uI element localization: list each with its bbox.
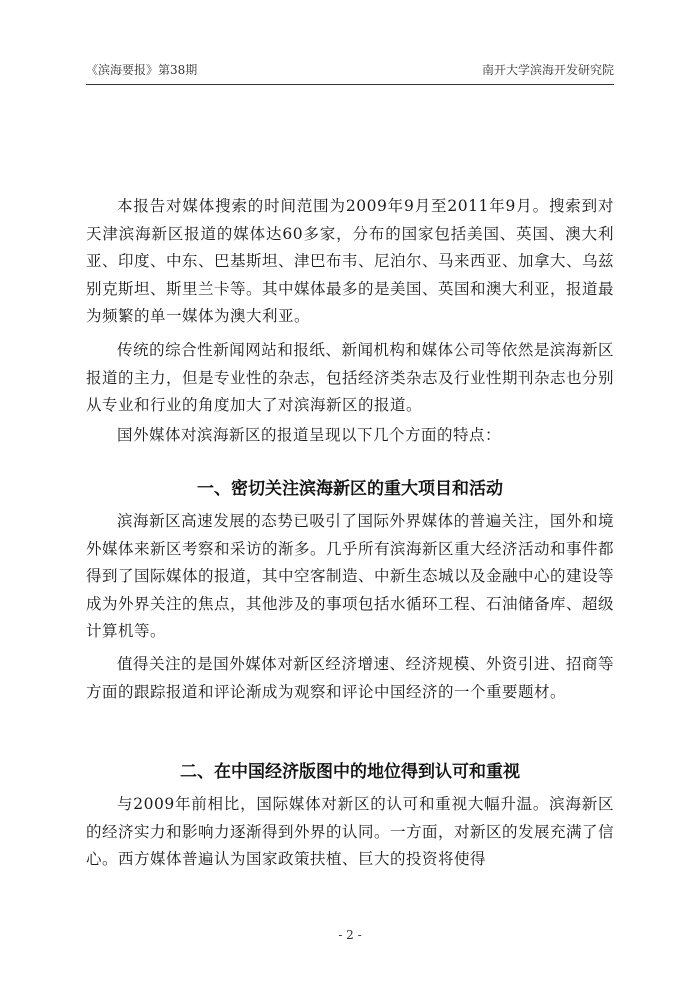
section-1-paragraph-2: 值得关注的是国外媒体对新区经济增速、经济规模、外资引进、招商等方面的跟踪报道和评论渐成为观察和评论中国经济的一个重要题材。 [86,655,614,701]
section-1-paragraph-1: 滨海新区高速发展的态势已吸引了国际外界媒体的普遍关注，国外和境外媒体来新区考察和采访的渐多。几乎所有滨海新区重大经济活动和事件都得到了国际媒体的报道，其中空客制造、中新生态城以及金融中心的建设等成为外界关注的焦点，其他涉及的事项包括水循环工程、石油储备库、超级计算机等。 [86,512,615,640]
section-2-paragraph-1: 与2009年前相比，国际媒体对新区的认可和重视大幅升温。滨海新区的经济实力和影响力逐渐得到外界的认同。一方面，对新区的发展充满了信心。西方媒体普遍认为国家政策扶植、巨大的投资将使得 [86,795,615,868]
section-heading-1: 一、密切关注滨海新区的重大项目和活动 [197,479,503,499]
intro-paragraph-2: 传统的综合性新闻网站和报纸、新闻机构和媒体公司等依然是滨海新区报道的主力，但是专业性的杂志，包括经济类杂志及行业性期刊杂志也分别从专业和行业的角度加大了对滨海新区的报道。 [86,341,615,414]
running-header [86,60,614,80]
intro-paragraph-1: 本报告对媒体搜索的时间范围为2009年9月至2011年9月。搜索到对天津滨海新区报道的媒体达60多家，分布的国家包括美国、英国、澳大利亚、印度、中东、巴基斯坦、津巴布韦、尼泊尔、马来西亚、加拿大、乌兹别克斯坦、斯里兰卡等。其中媒体最多的是美国、英国和澳大利亚，报道最为频繁的单一媒体为澳大利亚。 [86,197,615,325]
institute-name: 南开大学滨海开发研究院 [481,63,614,77]
intro-paragraph-3: 国外媒体对滨海新区的报道呈现以下几个方面的特点： [117,426,502,444]
page-number: - 2 - [338,928,362,942]
journal-issue-title: 《滨海要报》第38期 [86,63,198,77]
header-divider [86,84,614,85]
section-heading-2: 二、在中国经济版图中的地位得到认可和重视 [180,762,520,782]
